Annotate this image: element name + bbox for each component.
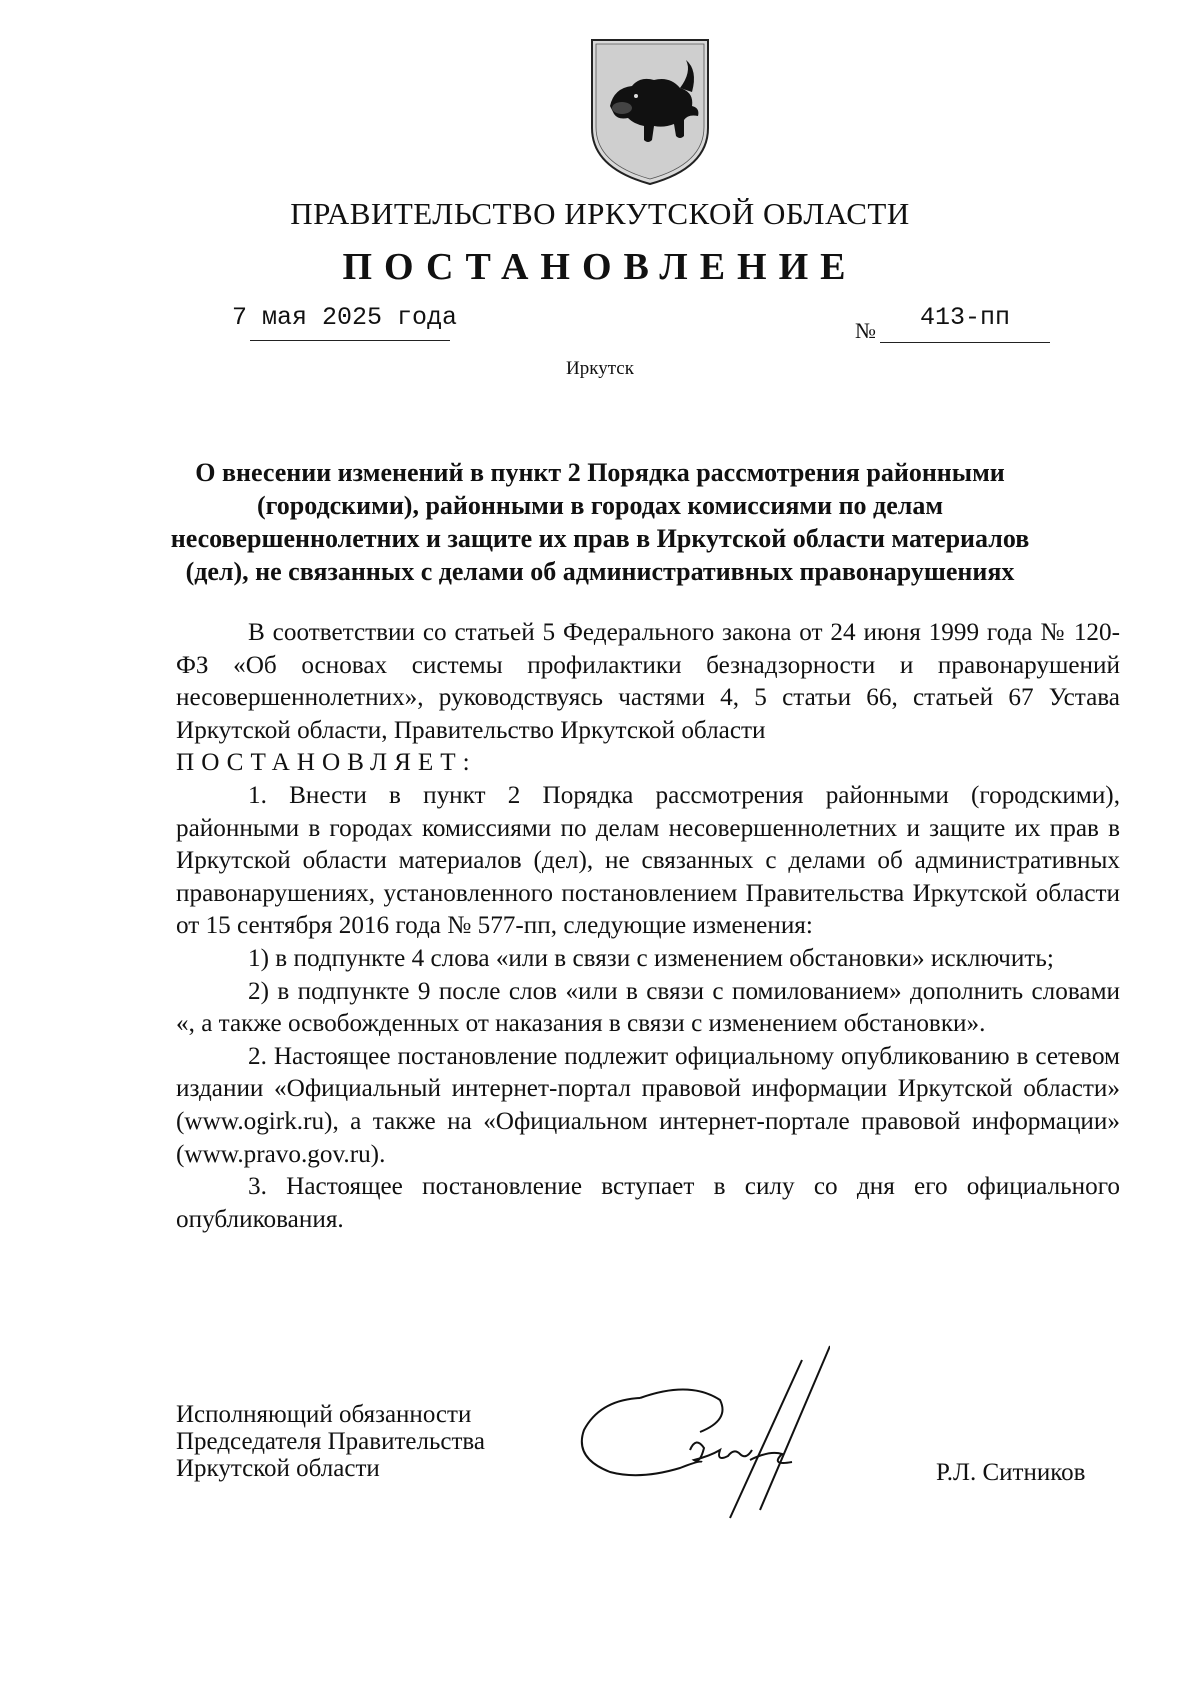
document-title	[170, 456, 1030, 588]
document-date: 7 мая 2025 года	[232, 303, 458, 332]
item-1-paragraph: 1. Внести в пункт 2 Порядка рассмотрения районными (городскими), районными в городах комиссиями по делам несовершеннолетних и защите их прав в Иркутской области материалов (дел), не связанных с делами об административных правонарушениях, установленного постановлением Правительства Иркутской области от 15 сентября 2016 года № 577-пп, следующие изменения:	[176, 781, 1120, 940]
signer-position-line: Иркутской области	[176, 1455, 380, 1482]
item-1-2-paragraph: 2) в подпункте 9 после слов «или в связи с помилованием» дополнить словами «, а также освобожденных от наказания в связи с изменением обстановки».	[176, 977, 1120, 1038]
item-2-paragraph: 2. Настоящее постановление подлежит официальному опубликованию в сетевом издании «Официальный интернет-портал правовой информации Иркутской области» (www.ogirk.ru), а также на «Официальном интернет-портале правовой информации» (www.pravo.gov.ru).	[176, 1042, 1120, 1168]
title-line: несовершеннолетних и защите их прав в Иркутской области материалов	[170, 524, 1030, 553]
signer-position-line: Исполняющий обязанности	[176, 1401, 472, 1428]
date-underline	[250, 340, 450, 341]
resolves-line: ПОСТАНОВЛЯЕТ:	[176, 749, 477, 777]
title-line: (дел), не связанных с делами об административных правонарушениях	[185, 557, 1015, 586]
title-line: (городскими), районными в городах комиссиями по делам	[256, 491, 944, 520]
signer-position-line: Председателя Правительства	[176, 1428, 485, 1455]
item-1-1-paragraph: 1) в подпункте 4 слова «или в связи с изменением обстановки» исключить;	[248, 944, 1054, 972]
number-sign: №	[855, 318, 876, 343]
title-line: О внесении изменений в пункт 2 Порядка рассмотрения районными	[195, 458, 1005, 487]
preamble-paragraph: В соответствии со статьей 5 Федерального закона от 24 июня 1999 года № 120-ФЗ «Об основах системы профилактики безнадзорности и правонарушений несовершеннолетних», руководствуясь частями 4, 5 статьи 66, статьей 67 Устава Иркутской области, Правительство Иркутской области	[176, 619, 1120, 744]
item-3-paragraph: 3. Настоящее постановление вступает в силу со дня его официального опубликования.	[176, 1173, 1120, 1233]
document-number: 413-пп	[920, 303, 1011, 332]
number-underline	[880, 342, 1050, 343]
document-type: ПОСТАНОВЛЕНИЕ	[342, 246, 858, 288]
coat-of-arms-icon	[588, 36, 712, 186]
city: Иркутск	[566, 358, 634, 379]
signer-position	[176, 1401, 485, 1482]
issuing-authority: ПРАВИТЕЛЬСТВО ИРКУТСКОЙ ОБЛАСТИ	[290, 196, 910, 231]
document-body	[176, 617, 1120, 1236]
handwritten-signature	[570, 1340, 830, 1520]
signer-name: Р.Л. Ситников	[936, 1459, 1086, 1486]
